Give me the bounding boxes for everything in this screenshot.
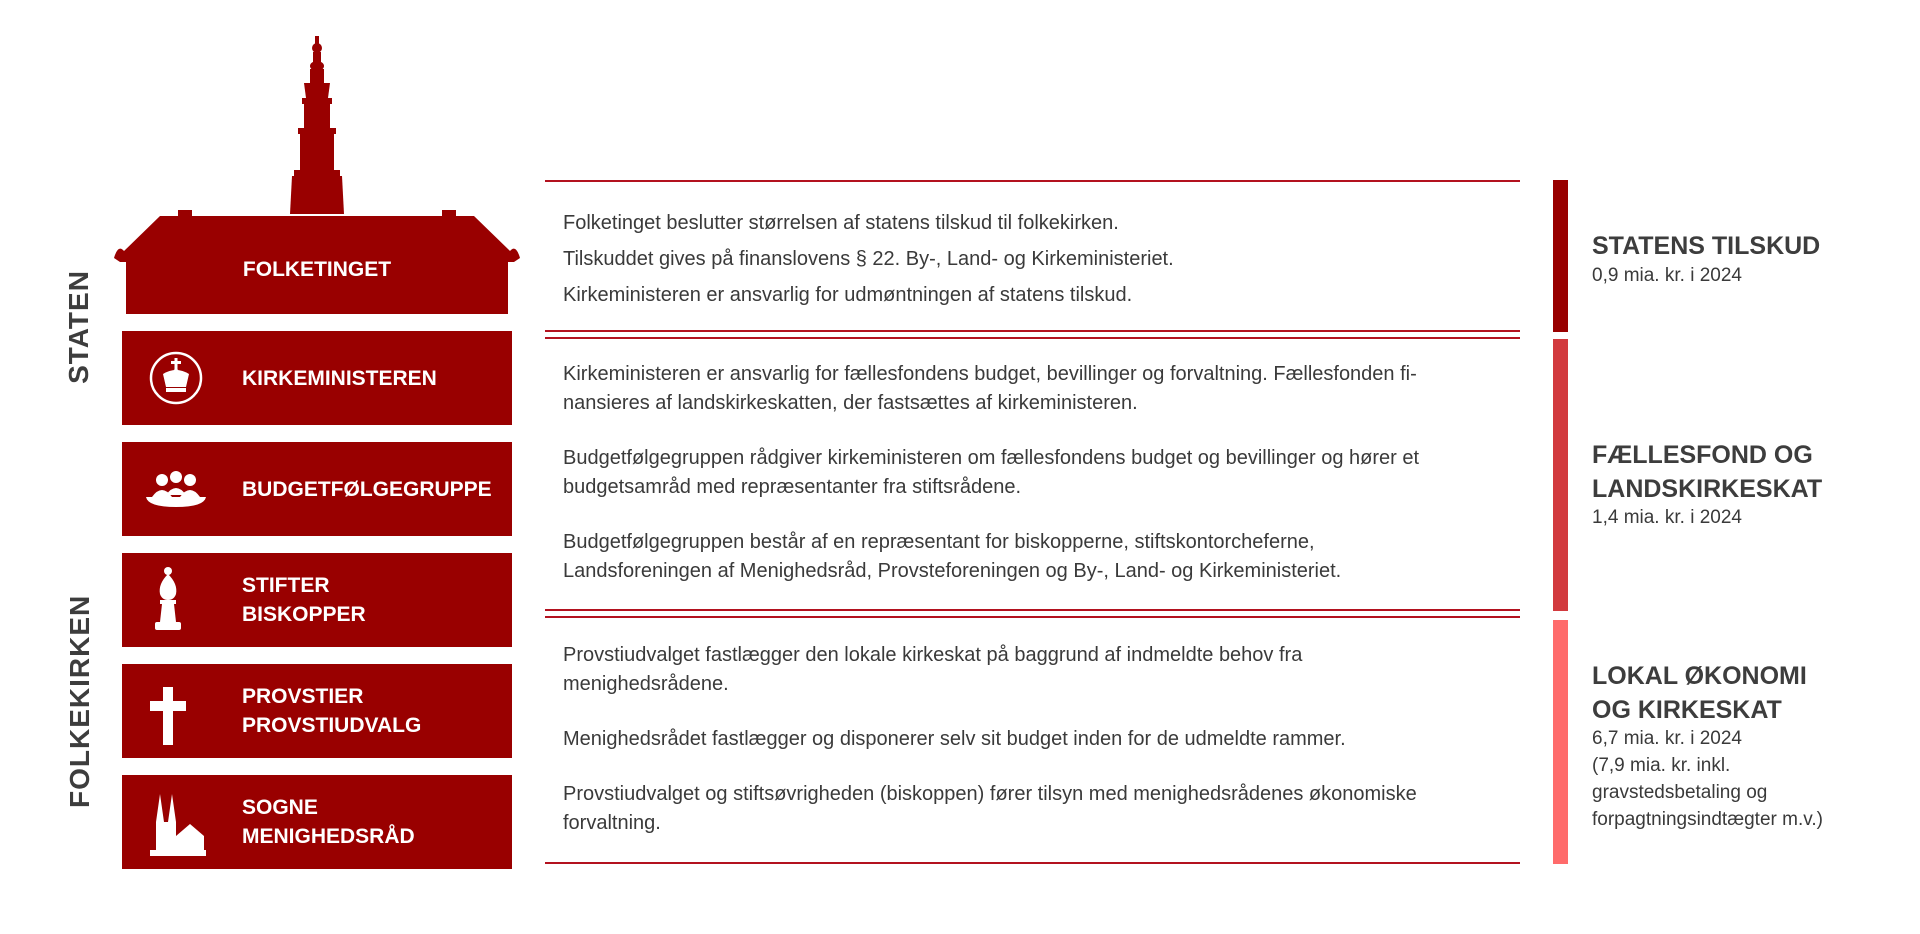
budgetfolgegruppe-label: BUDGETFØLGEGRUPPE bbox=[242, 477, 492, 501]
folketinget-label: FOLKETINGET bbox=[242, 258, 392, 281]
box-kirkeministeren bbox=[122, 331, 512, 425]
sogne-line2: MENIGHEDSRÅD bbox=[242, 825, 415, 848]
rule-faelles-bottom-1 bbox=[545, 609, 1520, 611]
panel-staten bbox=[563, 205, 1513, 313]
panel-staten-line: Kirkeministeren er ansvarlig for udmøntningen af statens tilskud. bbox=[563, 284, 1133, 306]
faellesfond-sub: 1,4 mia. kr. i 2024 bbox=[1592, 507, 1742, 528]
panel-faellesfond-paragraph: Budgetfølgegruppen består af en repræsentant for biskopperne, stiftskontorcheferne, Landsforeningen af Menighedsråd, Provsteforeningen og By-, Land- og Kirkeministeriet. bbox=[563, 531, 1342, 582]
sogne-line1: SOGNE bbox=[242, 796, 318, 819]
panel-lokal-paragraph: Provstiudvalget og stiftsøvrigheden (biskoppen) fører tilsyn med menighedsrådenes økonomiske forvaltning. bbox=[563, 783, 1417, 834]
faellesfond-title-1: FÆLLESFOND OG bbox=[1592, 441, 1813, 469]
panel-faellesfond-paragraph: Budgetfølgegruppen rådgiver kirkeministeren om fællesfondens budget og bevillinger og hører et budgetsamråd med repræsentanter fra stiftsrådene. bbox=[563, 447, 1420, 498]
lokal-title-2: OG KIRKESKAT bbox=[1592, 696, 1782, 724]
lokal-sub-3: gravstedsbetaling og bbox=[1592, 782, 1768, 803]
kirkeministeren-label: KIRKEMINISTEREN bbox=[242, 366, 437, 390]
panel-faellesfond bbox=[563, 360, 1513, 586]
provstier-line1: PROVSTIER bbox=[242, 685, 364, 708]
panel-staten-line: Folketinget beslutter størrelsen af statens tilskud til folkekirken. bbox=[563, 212, 1119, 234]
stifter-label bbox=[242, 553, 366, 647]
statens-tilskud-title: STATENS TILSKUD bbox=[1592, 232, 1821, 260]
sogne-label bbox=[242, 775, 415, 869]
group-of-people-icon bbox=[146, 453, 206, 525]
box-stifter bbox=[122, 553, 512, 647]
side-label-folkekirken: FOLKEKIRKEN bbox=[64, 594, 95, 808]
bar-faellesfond bbox=[1553, 339, 1568, 611]
panel-lokal bbox=[563, 641, 1513, 838]
lokal-sub-1: 6,7 mia. kr. i 2024 bbox=[1592, 728, 1742, 749]
bishop-chess-piece-icon bbox=[146, 564, 206, 636]
stifter-line1: STIFTER bbox=[242, 574, 330, 597]
box-sogne bbox=[122, 775, 512, 869]
lokal-title-1: LOKAL ØKONOMI bbox=[1592, 662, 1807, 690]
rule-faelles-bottom-2 bbox=[545, 616, 1520, 618]
bar-lokal bbox=[1553, 620, 1568, 864]
faellesfond-title-2: LANDSKIRKESKAT bbox=[1592, 475, 1823, 503]
church-icon bbox=[146, 786, 206, 858]
lokal-sub-2: (7,9 mia. kr. inkl. bbox=[1592, 755, 1731, 776]
box-provstier bbox=[122, 664, 512, 758]
rule-bottom bbox=[545, 862, 1520, 864]
rule-staten-bottom-1 bbox=[545, 330, 1520, 332]
cross-icon bbox=[146, 675, 206, 747]
statens-tilskud-sub: 0,9 mia. kr. i 2024 bbox=[1592, 265, 1742, 286]
lokal-sub-4: forpagtningsindtægter m.v.) bbox=[1592, 809, 1823, 830]
rule-staten-bottom-2 bbox=[545, 337, 1520, 339]
box-budgetfolgegruppe bbox=[122, 442, 512, 536]
crown-icon bbox=[146, 342, 206, 414]
panel-staten-line: Tilskuddet gives på finanslovens § 22. By-, Land- og Kirkeministeriet. bbox=[563, 248, 1174, 270]
panel-faellesfond-paragraph: Kirkeministeren er ansvarlig for fællesfondens budget, bevillinger og forvaltning. Fællesfonden fi- nansieres af landskirkeskatten, der fastsættes af kirkeministeren. bbox=[563, 363, 1417, 414]
panel-lokal-paragraph: Menighedsrådet fastlægger og disponerer selv sit budget inden for de udmeldte rammer. bbox=[563, 728, 1346, 750]
provstier-line2: PROVSTIUDVALG bbox=[242, 714, 422, 737]
bar-statens-tilskud bbox=[1553, 180, 1568, 332]
stifter-line2: BISKOPPER bbox=[242, 603, 366, 626]
panel-lokal-paragraph: Provstiudvalget fastlægger den lokale kirkeskat på baggrund af indmeldte behov fra menighedsrådene. bbox=[563, 644, 1303, 695]
rule-top bbox=[545, 180, 1520, 182]
provstier-label bbox=[242, 664, 421, 758]
side-label-staten: STATEN bbox=[63, 270, 94, 384]
